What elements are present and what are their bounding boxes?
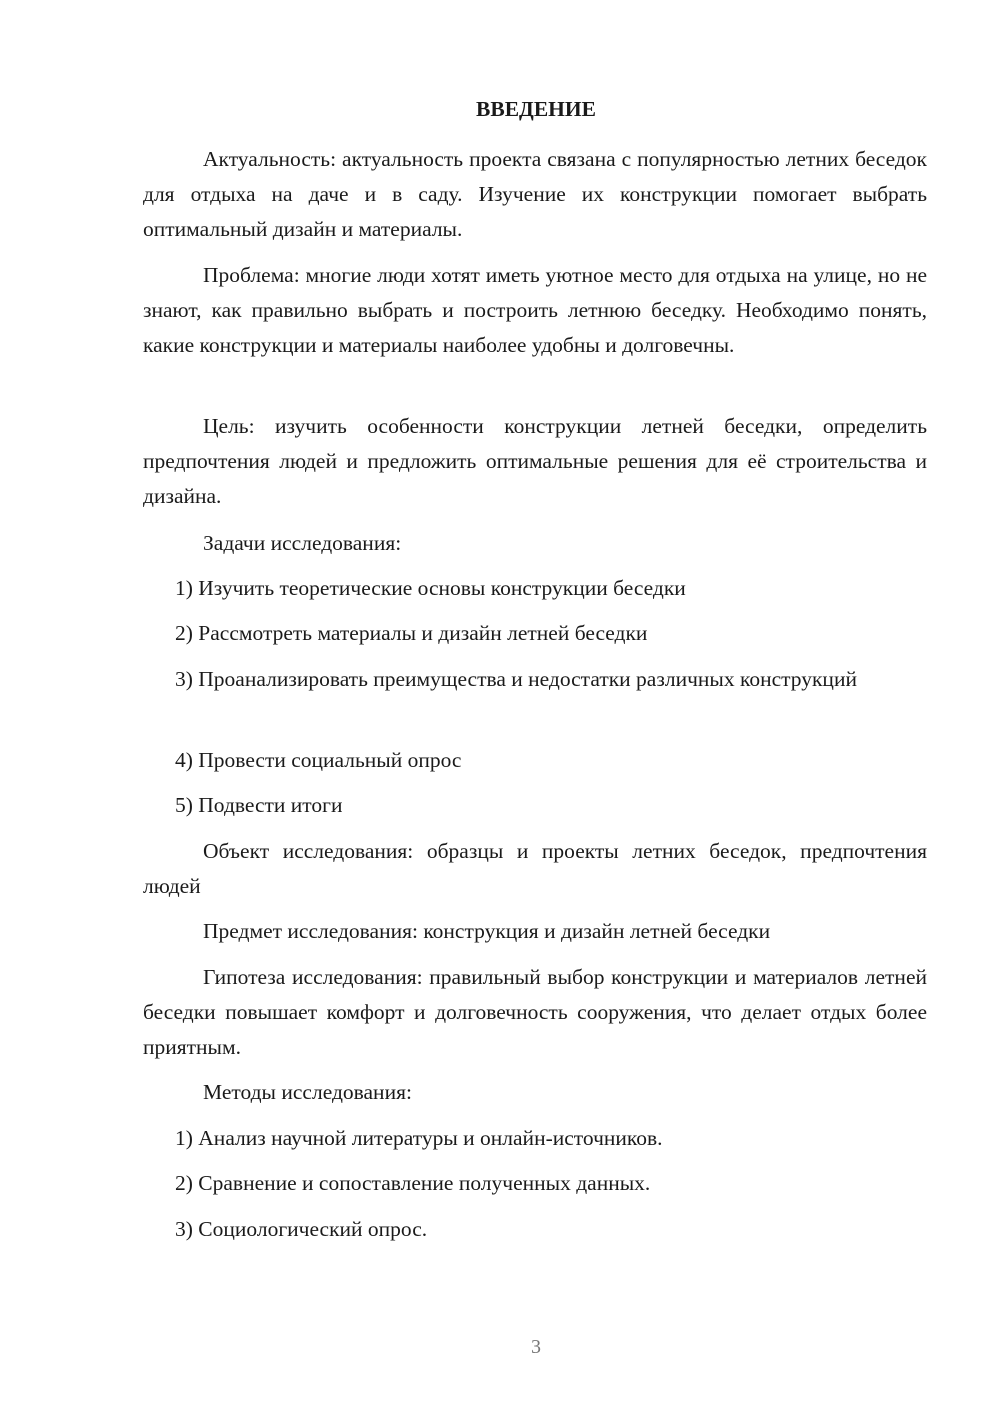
page-title: ВВЕДЕНИЕ <box>476 97 596 121</box>
problem-paragraph: Проблема: многие люди хотят иметь уютное место для отдыха на улице, но не знают, как правильно выбрать и построить летнюю беседку. Необходимо понять, какие конструкции и материалы наиболее удобны и долговечны. <box>143 263 927 357</box>
relevance-paragraph: Актуальность: актуальность проекта связана с популярностью летних беседок для отдыха на даче и в саду. Изучение их конструкции помогает выбрать оптимальный дизайн и материалы. <box>143 147 927 241</box>
methods-heading: Методы исследования: <box>203 1080 412 1104</box>
goal-paragraph: Цель: изучить особенности конструкции летней беседки, определить предпочтения людей и предложить оптимальные решения для её строительства и дизайна. <box>143 414 927 508</box>
method-item: 3) Социологический опрос. <box>175 1217 428 1241</box>
task-item: 1) Изучить теоретические основы конструкции беседки <box>175 576 686 600</box>
page-number: 3 <box>531 1336 541 1358</box>
subject-paragraph: Предмет исследования: конструкция и дизайн летней беседки <box>203 919 771 943</box>
task-item: 2) Рассмотреть материалы и дизайн летней беседки <box>175 621 648 645</box>
method-item: 1) Анализ научной литературы и онлайн-источников. <box>175 1126 663 1150</box>
task-item: 5) Подвести итоги <box>175 793 343 817</box>
hypothesis-paragraph: Гипотеза исследования: правильный выбор конструкции и материалов летней беседки повышает комфорт и долговечность сооружения, что делает отдых более приятным. <box>143 965 927 1059</box>
object-paragraph: Объект исследования: образцы и проекты летних беседок, предпочтения людей <box>143 839 927 898</box>
task-item: 3) Проанализировать преимущества и недостатки различных конструкций <box>175 667 857 691</box>
method-item: 2) Сравнение и сопоставление полученных данных. <box>175 1171 651 1195</box>
tasks-heading: Задачи исследования: <box>203 531 402 555</box>
task-item: 4) Провести социальный опрос <box>175 748 462 772</box>
